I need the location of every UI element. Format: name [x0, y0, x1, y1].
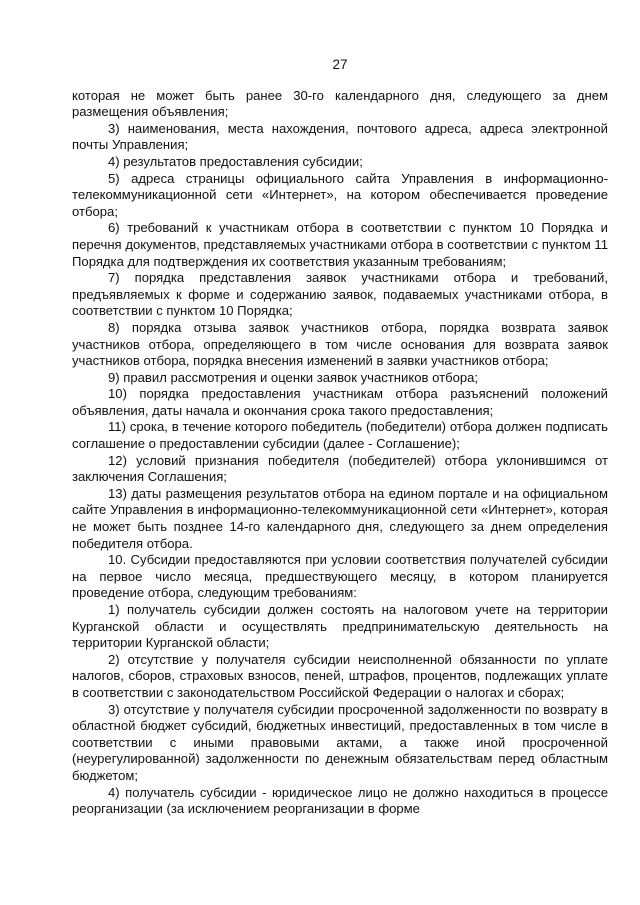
paragraph: 10. Субсидии предоставляются при условии соответствия получателей субсидии на первое число месяца, предшествующего месяцу, в котором планируется проведение отбора, следующим требованиям: — [72, 552, 608, 601]
paragraph: 7) порядка представления заявок участниками отбора и требований, предъявляемых к форме и содержанию заявок, подаваемых участниками отбора, в соответствии с пунктом 10 Порядка; — [72, 270, 608, 319]
paragraph: 8) порядка отзыва заявок участников отбора, порядка возврата заявок участников отбора, определяющего в том числе основания для возврата заявок участников отбора, порядка внесения изменений в заявки участников отбора; — [72, 319, 608, 369]
paragraph: 1) получатель субсидии должен состоять на налоговом учете на территории Курганской области и осуществлять предпринимательскую деятельность на территории Курганской области; — [72, 602, 608, 651]
paragraph: 12) условий признания победителя (победителей) отбора уклонившимся от заключения Соглашения; — [72, 452, 608, 485]
document-page — [72, 57, 608, 818]
paragraph: 13) даты размещения результатов отбора на едином портале и на официальном сайте Управления в информационно-телекоммуникационной сети «Интернет», которая не может быть позднее 14-го календарного дня, следующего за днем определения победителя отбора. — [72, 485, 608, 551]
document-body — [72, 88, 608, 818]
paragraph: 3) наименования, места нахождения, почтового адреса, адреса электронной почты Управления; — [72, 120, 608, 153]
paragraph: которая не может быть ранее 30-го календарного дня, следующего за днем размещения объявления; — [72, 87, 608, 120]
paragraph: 11) срока, в течение которого победитель (победители) отбора должен подписать соглашение о предоставлении субсидии (далее - Соглашение); — [72, 419, 608, 452]
paragraph: 4) получатель субсидии - юридическое лицо не должно находиться в процессе реорганизации (за исключением реорганизации в форме — [72, 784, 608, 817]
paragraph: 10) порядка предоставления участникам отбора разъяснений положений объявления, даты начала и окончания срока такого предоставления; — [72, 386, 608, 418]
paragraph: 5) адреса страницы официального сайта Управления в информационно-телекоммуникационной сети «Интернет», на котором обеспечивается проведение отбора; — [72, 170, 608, 219]
paragraph: 2) отсутствие у получателя субсидии неисполненной обязанности по уплате налогов, сборов, страховых взносов, пеней, штрафов, процентов, подлежащих уплате в соответствии с законодательством Российской Федерации о налогах и сборах; — [72, 651, 608, 700]
paragraph: 4) результатов предоставления субсидии; — [108, 153, 363, 169]
page-number: 27 — [332, 57, 348, 72]
paragraph: 6) требований к участникам отбора в соответствии с пунктом 10 Порядка и перечня документов, представляемых участниками отбора в соответствии с пунктом 11 Порядка для подтверждения их соответствия указанным требованиям; — [72, 220, 608, 269]
paragraph: 3) отсутствие у получателя субсидии просроченной задолженности по возврату в областной бюджет субсидий, бюджетных инвестиций, предоставленных в том числе в соответствии с иными правовыми актами, а также иной просроченной (неурегулированной) задолженности по денежным обязательствам перед областным бюджетом; — [72, 701, 608, 783]
paragraph: 9) правил рассмотрения и оценки заявок участников отбора; — [108, 369, 479, 385]
